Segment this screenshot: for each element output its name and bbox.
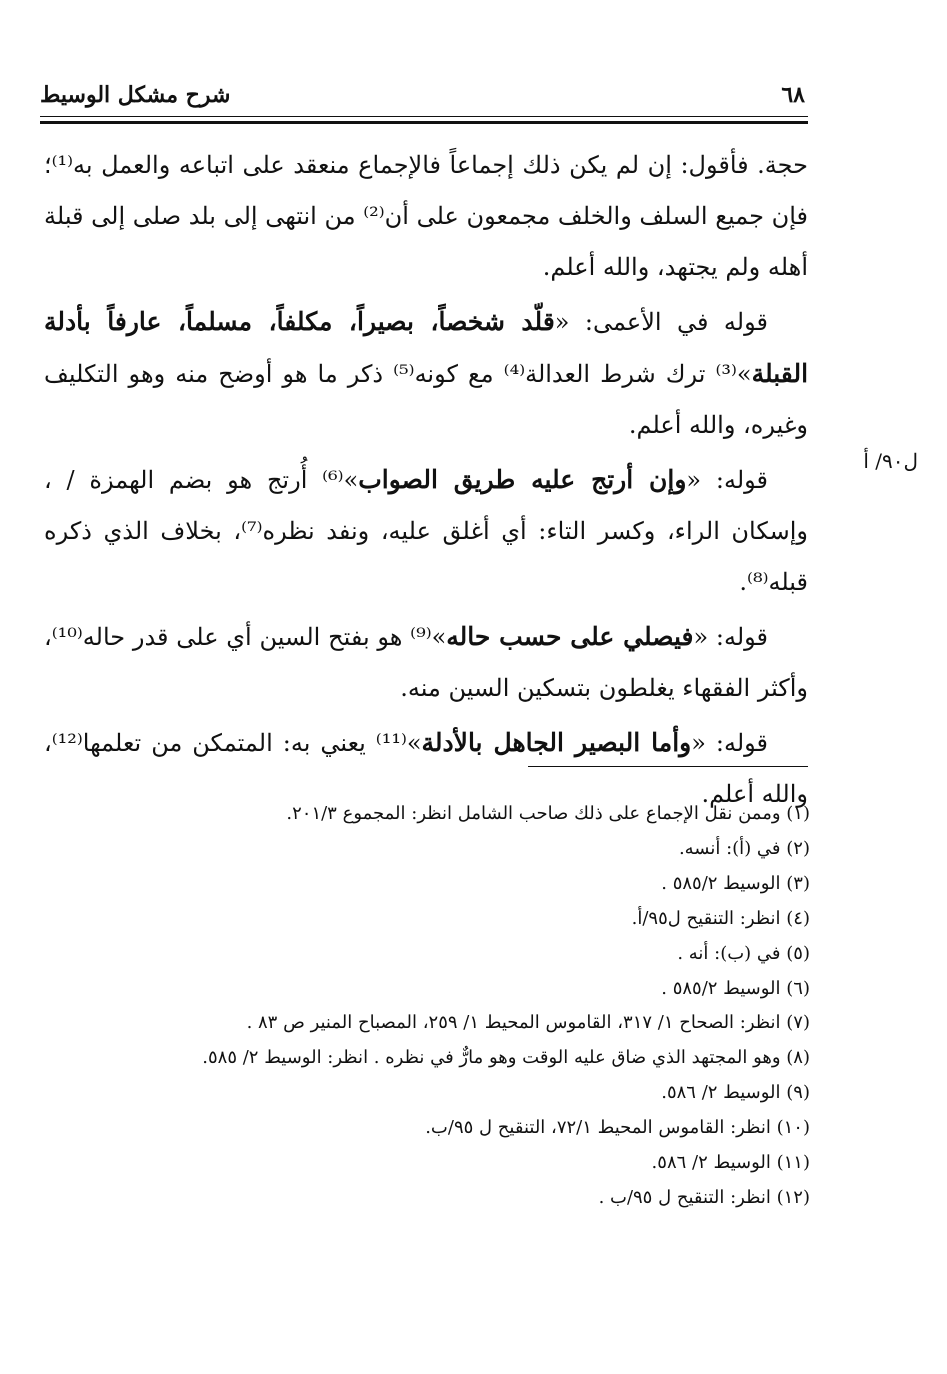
footnote: (١٠) انظر: القاموس المحيط ٧٢/١، التنقيح ل ٩٥/ب. — [425, 1117, 810, 1139]
paragraph-3 — [44, 454, 808, 608]
manuscript-folio-marker: ل٩٠/ أ — [863, 449, 918, 473]
running-title: شرح مشكل الوسيط — [40, 82, 231, 108]
footnote: (١) وممن نقل الإجماع على ذلك صاحب الشامل انظر: المجموع ٢٠١/٣. — [286, 803, 810, 824]
header-rule-thin — [40, 116, 808, 117]
footnote: (٣) الوسيط ٥٨٥/٢ . — [661, 872, 810, 894]
paragraph-4 — [44, 611, 808, 714]
paragraph-3-lead: قوله: « — [686, 466, 768, 494]
page-number: ٦٨ — [781, 82, 805, 108]
footnote: (٦) الوسيط ٥٨٥/٢ . — [661, 977, 810, 999]
footnote: (٥) في (ب): أنه . — [677, 942, 810, 964]
paragraph-2-rest: »⁽³⁾ ترك شرط العدالة⁽⁴⁾ مع كونه⁽⁵⁾ ذكر ما هو أوضح منه وهو التكليف وغيره، والله أعلم. — [44, 360, 808, 439]
footnote: (١١) الوسيط ٢/ ٥٨٦. — [651, 1152, 810, 1174]
paragraph-2-quote: قلّد شخصاً، بصيراً، مكلفاً، مسلماً، عارفاً بأدلة القبلة — [44, 307, 809, 388]
paragraph-4-lead: قوله: « — [693, 623, 768, 651]
paragraph-4-quote: فيصلي على حسب حاله — [446, 622, 694, 651]
footnote: (٨) وهو المجتهد الذي ضاق عليه الوقت وهو مارٌّ في نظره . انظر: الوسيط ٢/ ٥٨٥. — [202, 1047, 810, 1069]
paragraph-3-quote: وإن أرتج عليه طريق الصواب — [358, 465, 687, 494]
paragraph-3-rest: »⁽⁶⁾ أُرتج هو بضم الهمزة / ، وإسكان الراء، وكسر التاء: أي أغلق عليه، ونفد نظره⁽⁷⁾، بخلاف الذي ذكره قبله⁽⁸⁾. — [44, 466, 808, 596]
paragraph-1: حجة. فأقول: إن لم يكن ذلك إجماعاً فالإجماع منعقد على اتباعه والعمل به⁽¹⁾؛ فإن جميع السلف والخلف مجمعون على أن⁽²⁾ من انتهى إلى بلد صلى إلى قبلة أهله ولم يجتهد، والله أعلم. — [44, 151, 808, 281]
paragraph-4-rest: »⁽⁹⁾ هو بفتح السين أي على قدر حاله⁽¹⁰⁾، وأكثر الفقهاء يغلطون بتسكين السين منه. — [44, 623, 808, 702]
paragraph-2-lead: قوله في الأعمى: « — [554, 308, 768, 336]
main-text — [44, 140, 808, 823]
footnote: (٩) الوسيط ٢/ ٥٨٦. — [661, 1082, 810, 1104]
paragraph-5-rest: »⁽¹¹⁾ يعني به: المتمكن من تعلمها⁽¹²⁾، والله أعلم. — [44, 729, 808, 808]
footnotes — [60, 797, 810, 1216]
footnote: (٢) في (أ): أنسه. — [678, 837, 810, 859]
header-rule-thick — [40, 121, 808, 124]
footnote-separator — [528, 766, 808, 767]
footnote: (٧) انظر: الصحاح ١/ ٣١٧، القاموس المحيط ١/ ٢٥٩، المصباح المنير ص ٨٣ . — [246, 1012, 810, 1034]
footnote: (١٢) انظر: التنقيح ل ٩٥/ب . — [598, 1186, 810, 1208]
footnote: (٤) انظر: التنقيح ل٩٥/أ. — [631, 907, 810, 929]
paragraph-5-quote: وأما البصير الجاهل بالأدلة — [421, 728, 692, 757]
paragraph-2 — [44, 296, 808, 451]
page-header — [40, 82, 805, 112]
paragraph-5-lead: قوله: « — [691, 729, 768, 757]
